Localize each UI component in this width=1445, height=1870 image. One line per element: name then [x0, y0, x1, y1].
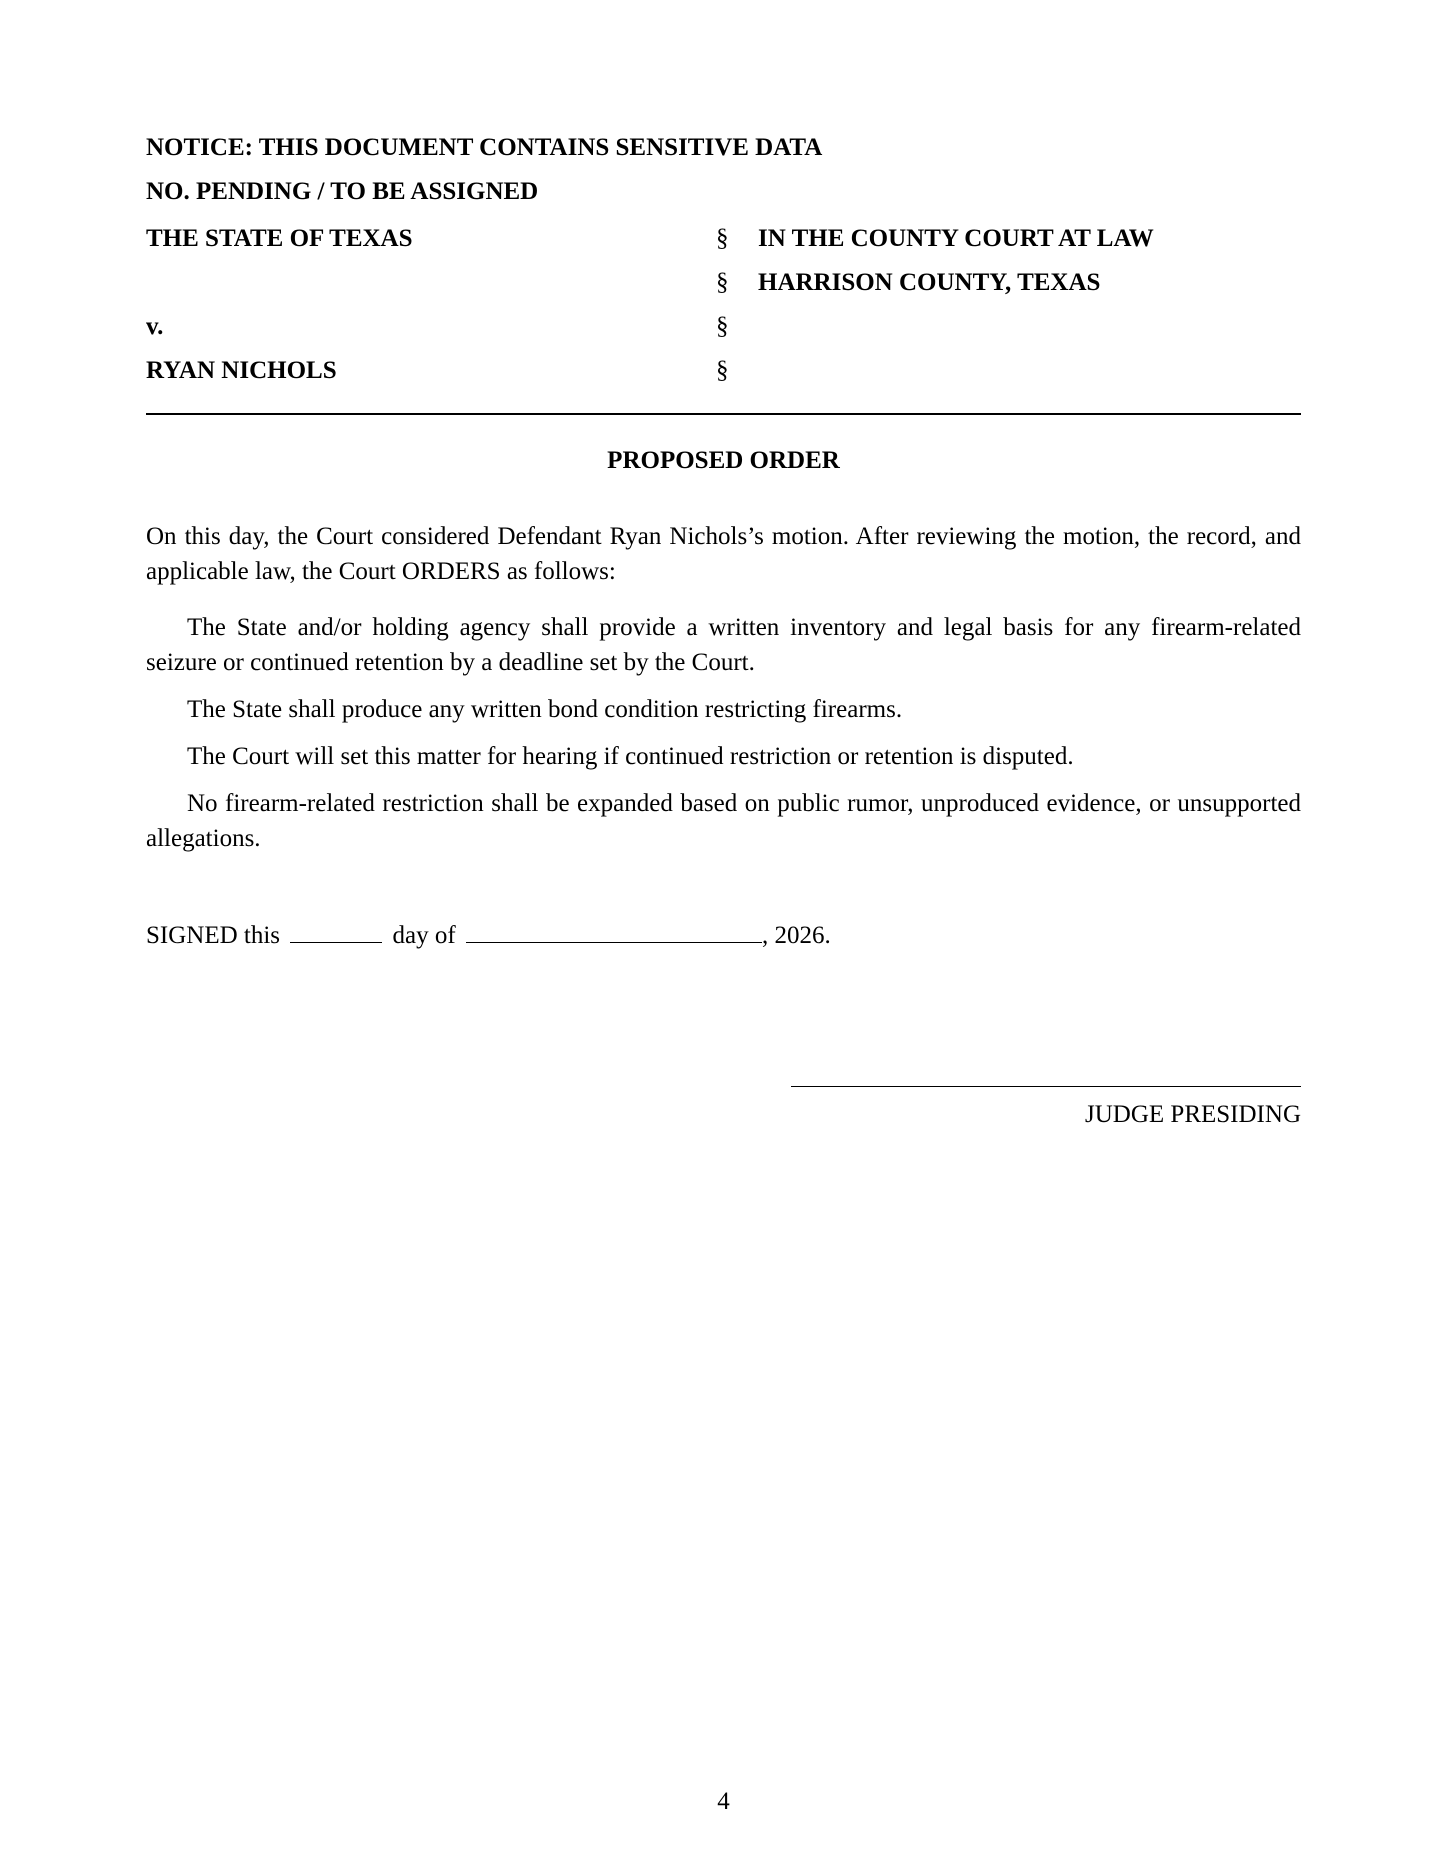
- document-title: PROPOSED ORDER: [607, 447, 840, 474]
- signed-prefix: SIGNED this: [146, 922, 281, 949]
- signed-line: [146, 922, 831, 950]
- document-page: [146, 0, 1301, 1870]
- sensitive-data-notice: NOTICE: THIS DOCUMENT CONTAINS SENSITIVE DATA: [146, 134, 823, 161]
- cause-number: NO. PENDING / TO BE ASSIGNED: [146, 178, 539, 205]
- section-symbol: §: [716, 313, 729, 340]
- order-paragraph: The State and/or holding agency shall provide a written inventory and legal basis for any firearm-related seizure or continued retention by a deadline set by the Court.: [146, 614, 1301, 676]
- page-number: 4: [717, 1788, 730, 1815]
- intro-paragraph: On this day, the Court considered Defendant Ryan Nichols’s motion. After reviewing the motion, the record, and applicable law, the Court ORDERS as follows:: [146, 523, 1301, 585]
- caption-county: HARRISON COUNTY, TEXAS: [758, 269, 1101, 296]
- caption-party: THE STATE OF TEXAS: [146, 225, 413, 252]
- caption-versus: v.: [146, 313, 164, 340]
- judge-signature-line[interactable]: [791, 1086, 1301, 1087]
- month-blank[interactable]: [466, 941, 762, 943]
- judge-label: JUDGE PRESIDING: [1085, 1101, 1301, 1128]
- section-symbol: §: [716, 357, 729, 384]
- caption-row: [146, 313, 1301, 353]
- day-of-label: day of: [392, 922, 456, 949]
- day-blank[interactable]: [290, 941, 382, 943]
- year-suffix: , 2026.: [761, 922, 831, 949]
- order-paragraph: No firearm-related restriction shall be expanded based on public rumor, unproduced evidence, or unsupported allegations.: [146, 790, 1301, 852]
- order-paragraph: The Court will set this matter for hearing if continued restriction or retention is disputed.: [187, 743, 1074, 770]
- caption-court: IN THE COUNTY COURT AT LAW: [758, 225, 1154, 252]
- caption-divider: [146, 413, 1301, 415]
- section-symbol: §: [716, 225, 729, 252]
- caption-row: [146, 269, 1301, 309]
- caption-row: [146, 225, 1301, 265]
- section-symbol: §: [716, 269, 729, 296]
- caption-defendant: RYAN NICHOLS: [146, 357, 337, 384]
- caption-row: [146, 357, 1301, 397]
- order-paragraph: The State shall produce any written bond condition restricting firearms.: [187, 696, 903, 723]
